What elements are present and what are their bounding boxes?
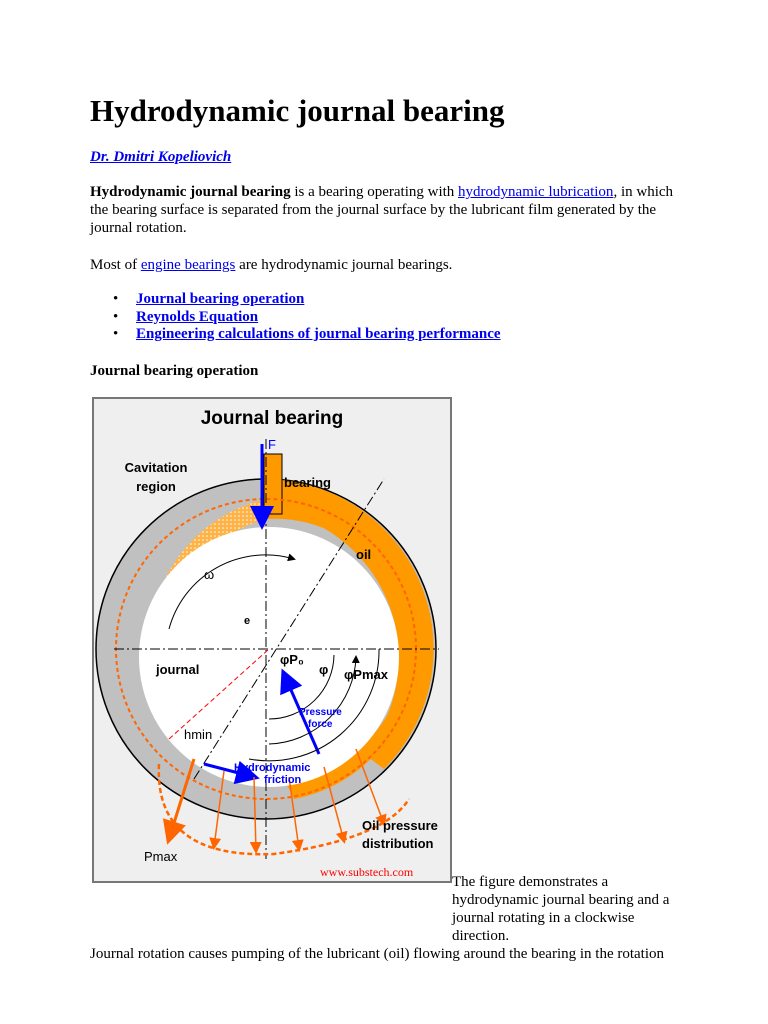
eccentricity-label: e [244, 615, 251, 627]
intro-term: Hydrodynamic journal bearing [90, 184, 291, 200]
caption-line-1: The figure demonstrates a hydrodynamic journal bearing and a journal rotating in a clockwise direction. [452, 874, 670, 944]
figure-caption [90, 873, 690, 963]
engine-bearings-link[interactable]: engine bearings [140, 257, 236, 273]
journal-bearing-figure [92, 397, 452, 883]
hydrodynamic-label-1: Hydrodynamic [234, 762, 311, 774]
para2-text-2: are hydrodynamic journal bearings. [235, 257, 453, 273]
omega-label: ω [204, 567, 215, 582]
bullet-icon: • [113, 308, 119, 325]
intro-paragraph [90, 183, 690, 237]
page-title: Hydrodynamic journal bearing [90, 93, 505, 128]
toc-link-journal-bearing-operation[interactable]: Journal bearing operation [136, 291, 305, 307]
oil-label: oil [356, 547, 372, 562]
toc-item [90, 291, 501, 309]
oil-inlet [264, 454, 282, 514]
pressure-force-label-2: force [308, 719, 333, 730]
phi-label: φ [319, 662, 329, 677]
journal [139, 527, 399, 787]
toc-item [90, 309, 501, 327]
pressure-force-label-1: Pressure [299, 707, 342, 718]
phi-pmax-label: φPmax [344, 667, 388, 682]
journal-bearing-diagram [94, 399, 450, 881]
oil-pressure-label-1: Oil pressure [362, 818, 438, 833]
force-label: F [268, 437, 276, 452]
hmin-label: hmin [184, 727, 213, 742]
toc-item [90, 326, 501, 344]
figure-title: Journal bearing [200, 408, 344, 429]
para2-text-1: Most of [90, 257, 141, 273]
journal-label: journal [156, 662, 200, 677]
section-heading: Journal bearing operation [90, 363, 259, 379]
intro-text-1: is a bearing operating with [290, 184, 459, 200]
toc-link-reynolds-equation[interactable]: Reynolds Equation [136, 308, 259, 325]
pmax-label: Pmax [144, 849, 178, 864]
hydrodynamic-label-2: friction [264, 774, 302, 786]
bullet-icon: • [113, 326, 119, 342]
phi-p0-label: φP₀ [280, 652, 304, 667]
caption-line-2: Journal rotation causes pumping of the lubricant (oil) flowing around the bearing in the rotation [90, 946, 665, 962]
toc-link-engineering-calculations[interactable]: Engineering calculations of journal bearing performance [136, 326, 501, 342]
cavitation-label-1: Cavitation [124, 460, 188, 475]
engine-bearings-paragraph [90, 256, 452, 274]
cavitation-label-2: region [136, 479, 176, 494]
hydrodynamic-lubrication-link[interactable]: hydrodynamic lubrication [458, 184, 614, 200]
oil-pressure-label-2: distribution [362, 836, 434, 851]
bullet-icon: • [113, 291, 119, 307]
website-label: www.substech.com [320, 865, 414, 879]
table-of-contents [90, 291, 501, 344]
bearing-label: bearing [284, 475, 331, 490]
intro-text-2: , in which the bearing surface is separated from the journal surface by the lubricant film generated by the journal rotation. [90, 184, 674, 236]
author-link[interactable]: Dr. Dmitri Kopeliovich [90, 149, 232, 165]
